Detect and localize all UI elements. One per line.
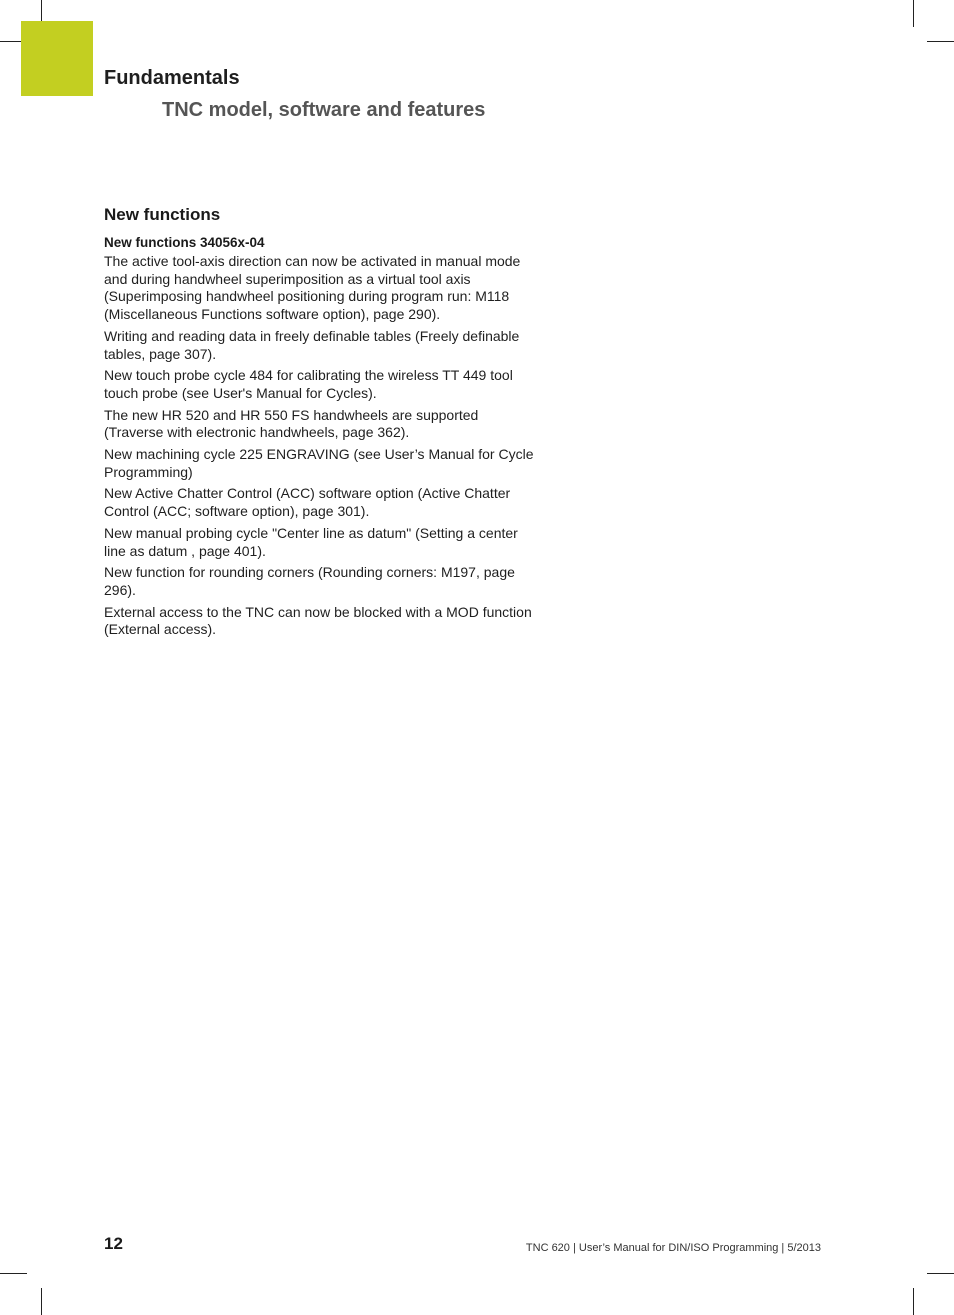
paragraph: New function for rounding corners (Rounding corners: M197, page 296).	[104, 564, 515, 598]
paragraph: New Active Chatter Control (ACC) software option (Active Chatter Control (ACC; software option), page 301).	[104, 485, 511, 520]
crop-mark	[927, 1273, 954, 1274]
paragraph: New manual probing cycle "Center line as datum" (Setting a center line as datum , page 401).	[104, 524, 518, 559]
chapter-title: Fundamentals	[104, 67, 240, 89]
paragraph: The new HR 520 and HR 550 FS handwheels are supported (Traverse with electronic handwheels, page 362).	[104, 406, 479, 441]
content-heading: New functions	[104, 205, 221, 224]
main-content	[104, 205, 540, 643]
content-subheading: New functions 34056x-04	[104, 235, 265, 250]
paragraph: New machining cycle 225 ENGRAVING (see User’s Manual for Cycle Programming)	[104, 446, 534, 480]
footer-text: TNC 620 | User’s Manual for DIN/ISO Programming | 5/2013	[525, 1242, 821, 1254]
chapter-color-block	[21, 21, 93, 96]
crop-mark	[927, 41, 954, 42]
crop-mark	[913, 0, 914, 27]
crop-mark	[913, 1288, 914, 1315]
paragraph: External access to the TNC can now be blocked with a MOD function (External access).	[104, 603, 532, 638]
paragraph: The active tool-axis direction can now be activated in manual mode and during handwheel superimposition as a virtual tool axis (Superimposing handwheel positioning during program run: M118 (Miscellaneous Functions software option), page 290).	[104, 253, 521, 323]
section-title: TNC model, software and features	[162, 99, 486, 121]
crop-mark	[41, 1288, 42, 1315]
page-number: 12	[104, 1234, 123, 1253]
crop-mark	[0, 1273, 27, 1274]
paragraph: New touch probe cycle 484 for calibrating the wireless TT 449 tool touch probe (see User's Manual for Cycles).	[104, 367, 513, 401]
paragraph: Writing and reading data in freely definable tables (Freely definable tables, page 307).	[104, 327, 520, 362]
